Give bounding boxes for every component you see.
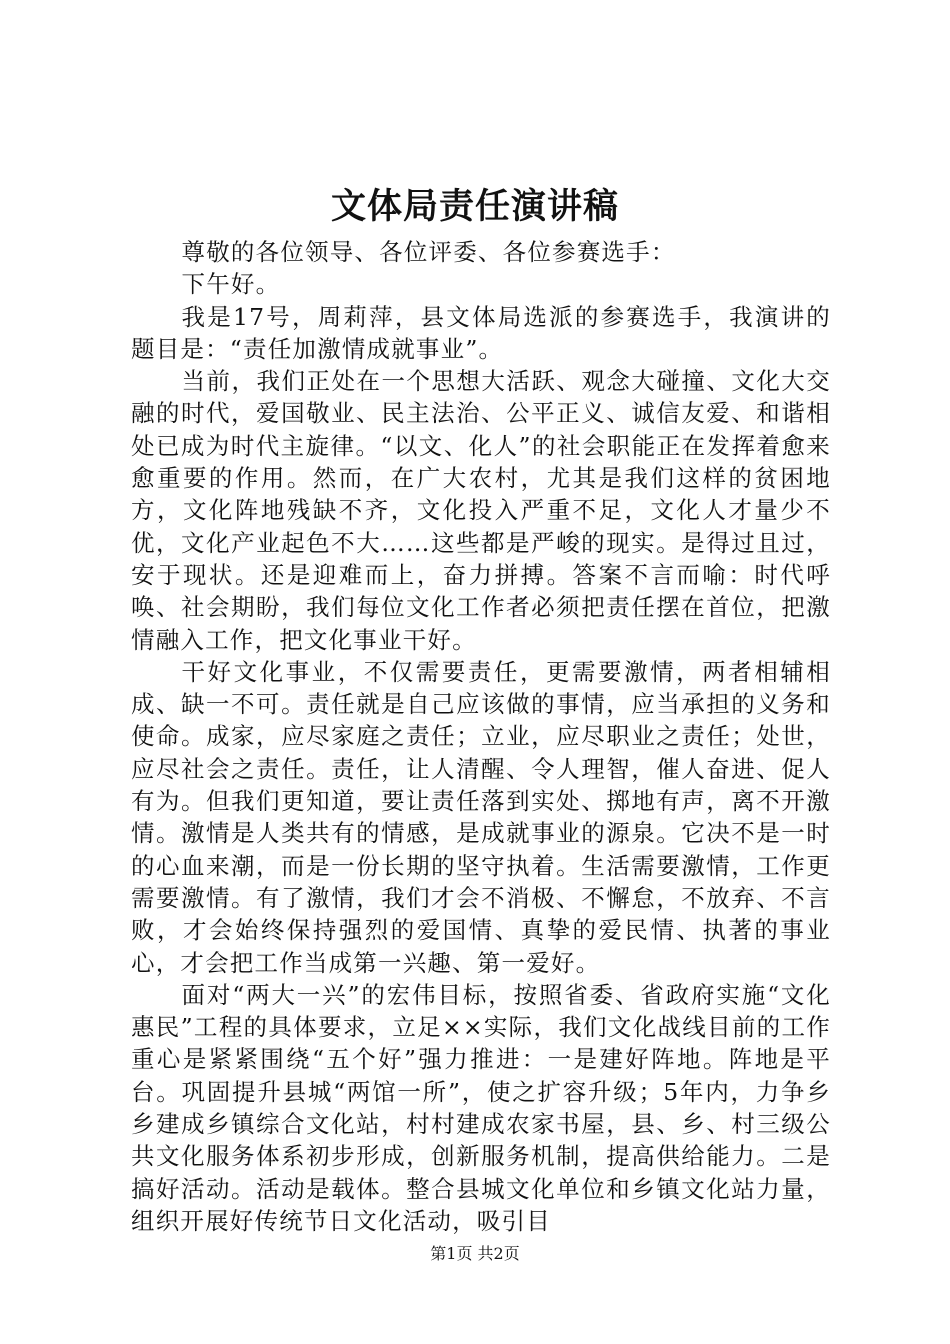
greeting-paragraph: 下午好。 (181, 270, 281, 299)
body-paragraph: 当前，我们正处在一个思想大活跃、观念大碰撞、文化大交融的时代，爱国敬业、民主法治、公平正义、诚信友爱、和谐相处已成为时代主旋律。“以文、化人”的社会职能正在发挥着愈来愈重要的作用。然而，在广大农村，尤其是我们这样的贫困地方，文化阵地残缺不齐，文化投入严重不足，文化人才量少不优，文化产业起色不大……这些都是严峻的现实。是得过且过，安于现状。还是迎难而上，奋力拼搏。答案不言而喻：时代呼唤、社会期盼，我们每位文化工作者必须把责任摆在首位，把激情融入工作，把文化事业干好。 (131, 367, 831, 654)
body-paragraph: 干好文化事业，不仅需要责任，更需要激情，两者相辅相成、缺一不可。责任就是自己应该做的事情，应当承担的义务和使命。成家，应尽家庭之责任；立业，应尽职业之责任；处世，应尽社会之责任。责任，让人清醒、令人理智，催人奋进、促人有为。但我们更知道，要让责任落到实处、掷地有声，离不开激情。激情是人类共有的情感，是成就事业的源泉。它决不是一时的心血来潮，而是一份长期的坚守执着。生活需要激情，工作更需要激情。有了激情，我们才会不消极、不懈怠，不放弃、不言败，才会始终保持强烈的爱国情、真挚的爱民情、执著的事业心，才会把工作当成第一兴趣、第一爱好。 (131, 657, 831, 977)
document-title: 文体局责任演讲稿 (330, 186, 619, 227)
document-body (131, 236, 831, 1237)
page-footer: 第1页 共2页 (430, 1244, 520, 1263)
salutation-paragraph: 尊敬的各位领导、各位评委、各位参赛选手： (181, 238, 676, 266)
intro-paragraph: 我是17号，周莉萍，县文体局选派的参赛选手，我演讲的题目是：“责任加激情成就事业”。 (131, 302, 831, 363)
body-paragraph: 面对“两大一兴”的宏伟目标，按照省委、省政府实施“文化惠民”工程的具体要求，立足××实际，我们文化战线目前的工作重心是紧紧围绕“五个好”强力推进：一是建好阵地。阵地是平台。巩固提升县城“两馆一所”，使之扩容升级；5年内，力争乡乡建成乡镇综合文化站，村村建成农家书屋，县、乡、村三级公共文化服务体系初步形成，创新服务机制，提高供给能力。二是搞好活动。活动是载体。整合县城文化单位和乡镇文化站力量，组织开展好传统节日文化活动，吸引目 (131, 980, 831, 1235)
